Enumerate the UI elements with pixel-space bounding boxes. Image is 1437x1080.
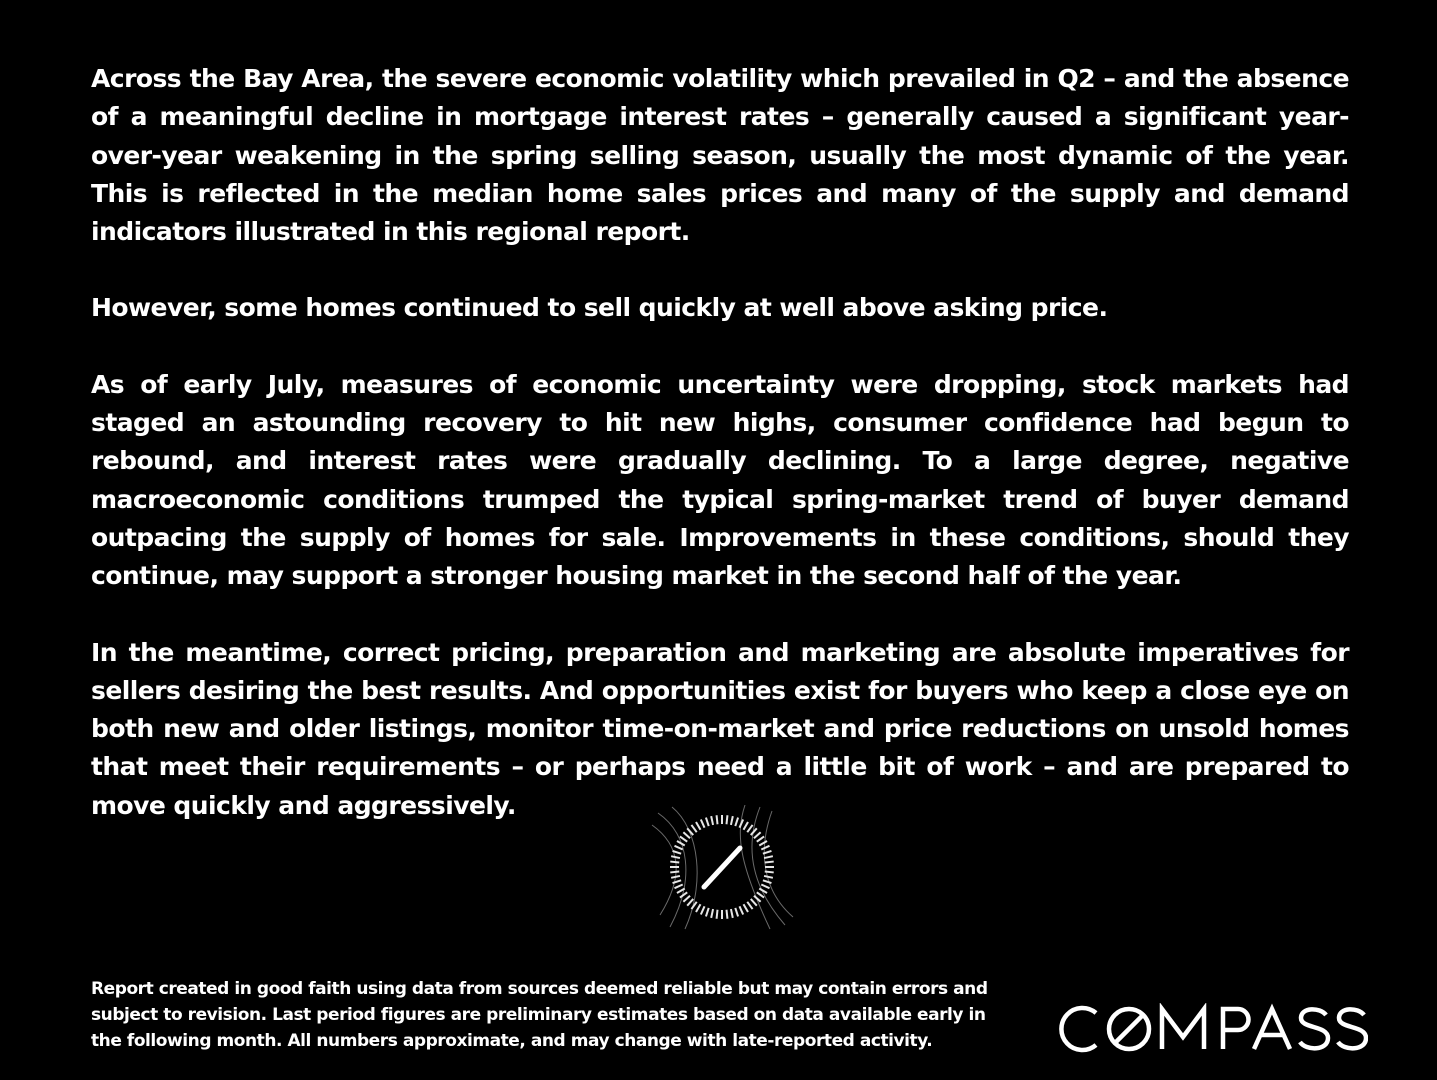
disclaimer-text: Report created in good faith using data from sources deemed reliable but may contain errors and subject to revision. Last period figures are preliminary estimates based on data available early in the following month. All numbers approximate, and may change with late-reported activity. xyxy=(91,979,988,1051)
paragraph-quick-sales: However, some homes continued to sell quickly at well above asking price. xyxy=(91,293,1108,323)
paragraph-advice: In the meantime, correct pricing, preparation and marketing are absolute imperatives for sellers desiring the best results. And opportunities exist for buyers who keep a close eye on both new and older listings, monitor time-on-market and price reductions on unsold homes that meet their requirements – or perhaps need a little bit of work – and are prepared to move quickly and aggressively. xyxy=(91,637,1349,820)
compass-dial-icon xyxy=(650,805,795,930)
report-body xyxy=(91,60,1349,863)
compass-logo xyxy=(1058,1003,1368,1055)
paragraph-overview: Across the Bay Area, the severe economic volatility which prevailed in Q2 – and the absence of a meaningful decline in mortgage interest rates – generally caused a significant year-over-year weakening in the spring selling season, usually the most dynamic of the year. This is reflected in the median home sales prices and many of the supply and demand indicators illustrated in this regional report. xyxy=(91,64,1349,247)
paragraph-outlook: As of early July, measures of economic uncertainty were dropping, stock markets had staged an astounding recovery to hit new highs, consumer confidence had begun to rebound, and interest rates were gradually declining. To a large degree, negative macroeconomic conditions trumped the typical spring-market trend of buyer demand outpacing the supply of homes for sale. Improvements in these conditions, should they continue, may support a stronger housing market in the second half of the year. xyxy=(91,369,1349,591)
